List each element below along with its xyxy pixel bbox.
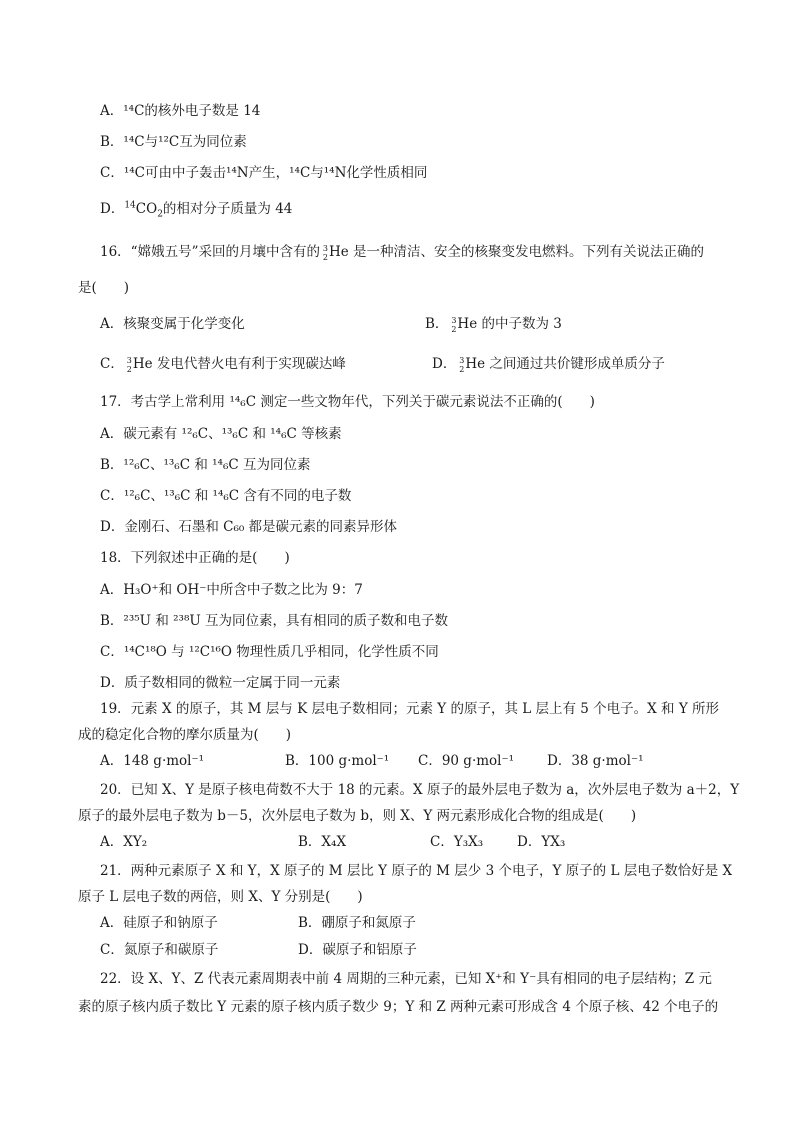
q21-option-a: A．硅原子和钠原子 <box>100 915 218 931</box>
q17-option-c: C．¹²₆C、¹³₆C 和 ¹⁴₆C 含有不同的电子数 <box>100 488 352 504</box>
q18-option-a: A．H₃O⁺和 OH⁻中所含中子数之比为 9：7 <box>100 582 363 598</box>
q20-option-a: A．XY₂ <box>100 834 148 850</box>
q19-stem-line2: 成的稳定化合物的摩尔质量为( ) <box>78 727 292 743</box>
q16-option-d: D． 3 2 He 之间通过共价键形成单质分子 <box>432 355 665 374</box>
q16-option-c: C． 3 2 He 发电代替火电有利于实现碳达峰 <box>100 355 346 374</box>
q17-option-b: B．¹²₆C、¹³₆C 和 ¹⁴₆C 互为同位素 <box>100 457 311 473</box>
q20-stem: 20．已知 X、Y 是原子核电荷数不大于 18 的元素。X 原子的最外层电子数为 a，次外层电子数为 a＋2，Y <box>100 782 740 798</box>
q16-option-a: A．核聚变属于化学变化 <box>100 316 245 332</box>
q18-stem: 18．下列叙述中正确的是( ) <box>100 550 290 566</box>
q19-stem: 19．元素 X 的原子，其 M 层与 K 层电子数相同；元素 Y 的原子，其 L 层上有 5 个电子。X 和 Y 所形 <box>100 701 720 717</box>
q16-option-b: B． 3 2 He 的中子数为 3 <box>425 315 562 334</box>
q15-option-a: A．¹⁴C的核外电子数是 14 <box>100 103 261 119</box>
q18-option-c: C．¹⁴C¹⁸O 与 ¹²C¹⁶O 物理性质几乎相同，化学性质不同 <box>100 644 439 660</box>
q19-option-b: B．100 g·mol⁻¹ <box>285 753 390 769</box>
nuclide-he3: 3 2 <box>451 315 457 334</box>
q17-option-a: A．碳元素有 ¹²₆C、¹³₆C 和 ¹⁴₆C 等核素 <box>100 426 342 442</box>
q19-option-c: C．90 g·mol⁻¹ <box>418 753 515 769</box>
q21-stem: 21．两种元素原子 X 和 Y，X 原子的 M 层比 Y 原子的 M 层少 3 个电子，Y 原子的 L 层电子数恰好是 X <box>100 863 733 879</box>
q22-stem-line2: 素的原子核内质子数比 Y 元素的原子核内质子数少 9；Y 和 Z 两种元素可形成含 4 个原子核、42 个电子的 <box>78 999 719 1015</box>
nuclide-he3: 3 2 <box>459 355 465 374</box>
q21-option-c: C．氮原子和碳原子 <box>100 942 219 958</box>
q20-option-d: D．YX₃ <box>517 834 566 850</box>
q21-option-d: D．碳原子和铝原子 <box>298 942 417 958</box>
q18-option-d: D．质子数相同的微粒一定属于同一元素 <box>100 675 341 691</box>
q17-stem: 17．考古学上常利用 ¹⁴₆C 测定一些文物年代，下列关于碳元素说法不正确的( ) <box>100 394 595 410</box>
q17-option-d: D．金刚石、石墨和 C₆₀ 都是碳元素的同素异形体 <box>100 519 398 535</box>
q15-option-c: C．¹⁴C可由中子轰击¹⁴N产生，¹⁴C与¹⁴N化学性质相同 <box>100 165 428 181</box>
q15-option-d: D．$^{14}CO_2$的相对分子质量为 44 <box>100 200 293 220</box>
q16-stem-line2: 是( ) <box>78 280 130 296</box>
q20-option-c: C．Y₃X₃ <box>430 834 484 850</box>
q21-option-b: B．硼原子和氮原子 <box>298 915 416 931</box>
q20-stem-line2: 原子的最外层电子数为 b－5，次外层电子数为 b，则 X、Y 两元素形成化合物的组成是( ) <box>78 808 637 824</box>
q20-option-b: B．X₄X <box>298 834 347 850</box>
nuclide-he3: 3 2 <box>126 355 132 374</box>
q15-option-b: B．¹⁴C与¹²C互为同位素 <box>100 134 247 150</box>
q19-option-d: D．38 g·mol⁻¹ <box>547 753 644 769</box>
q18-option-b: B．²³⁵U 和 ²³⁸U 互为同位素，具有相同的质子数和电子数 <box>100 613 449 629</box>
q19-option-a: A．148 g·mol⁻¹ <box>100 753 205 769</box>
q16-stem: 16．“嫦娥五号”采回的月壤中含有的 3 2 He 是一种清洁、安全的核聚变发电燃料。下列有关说法正确的 <box>100 243 705 262</box>
q22-stem: 22．设 X、Y、Z 代表元素周期表中前 4 周期的三种元素，已知 X⁺和 Y⁻具有相同的电子层结构；Z 元 <box>100 971 712 987</box>
q21-stem-line2: 原子 L 层电子数的两倍，则 X、Y 分别是( ) <box>78 889 363 905</box>
nuclide-he3: 3 2 <box>322 243 328 262</box>
